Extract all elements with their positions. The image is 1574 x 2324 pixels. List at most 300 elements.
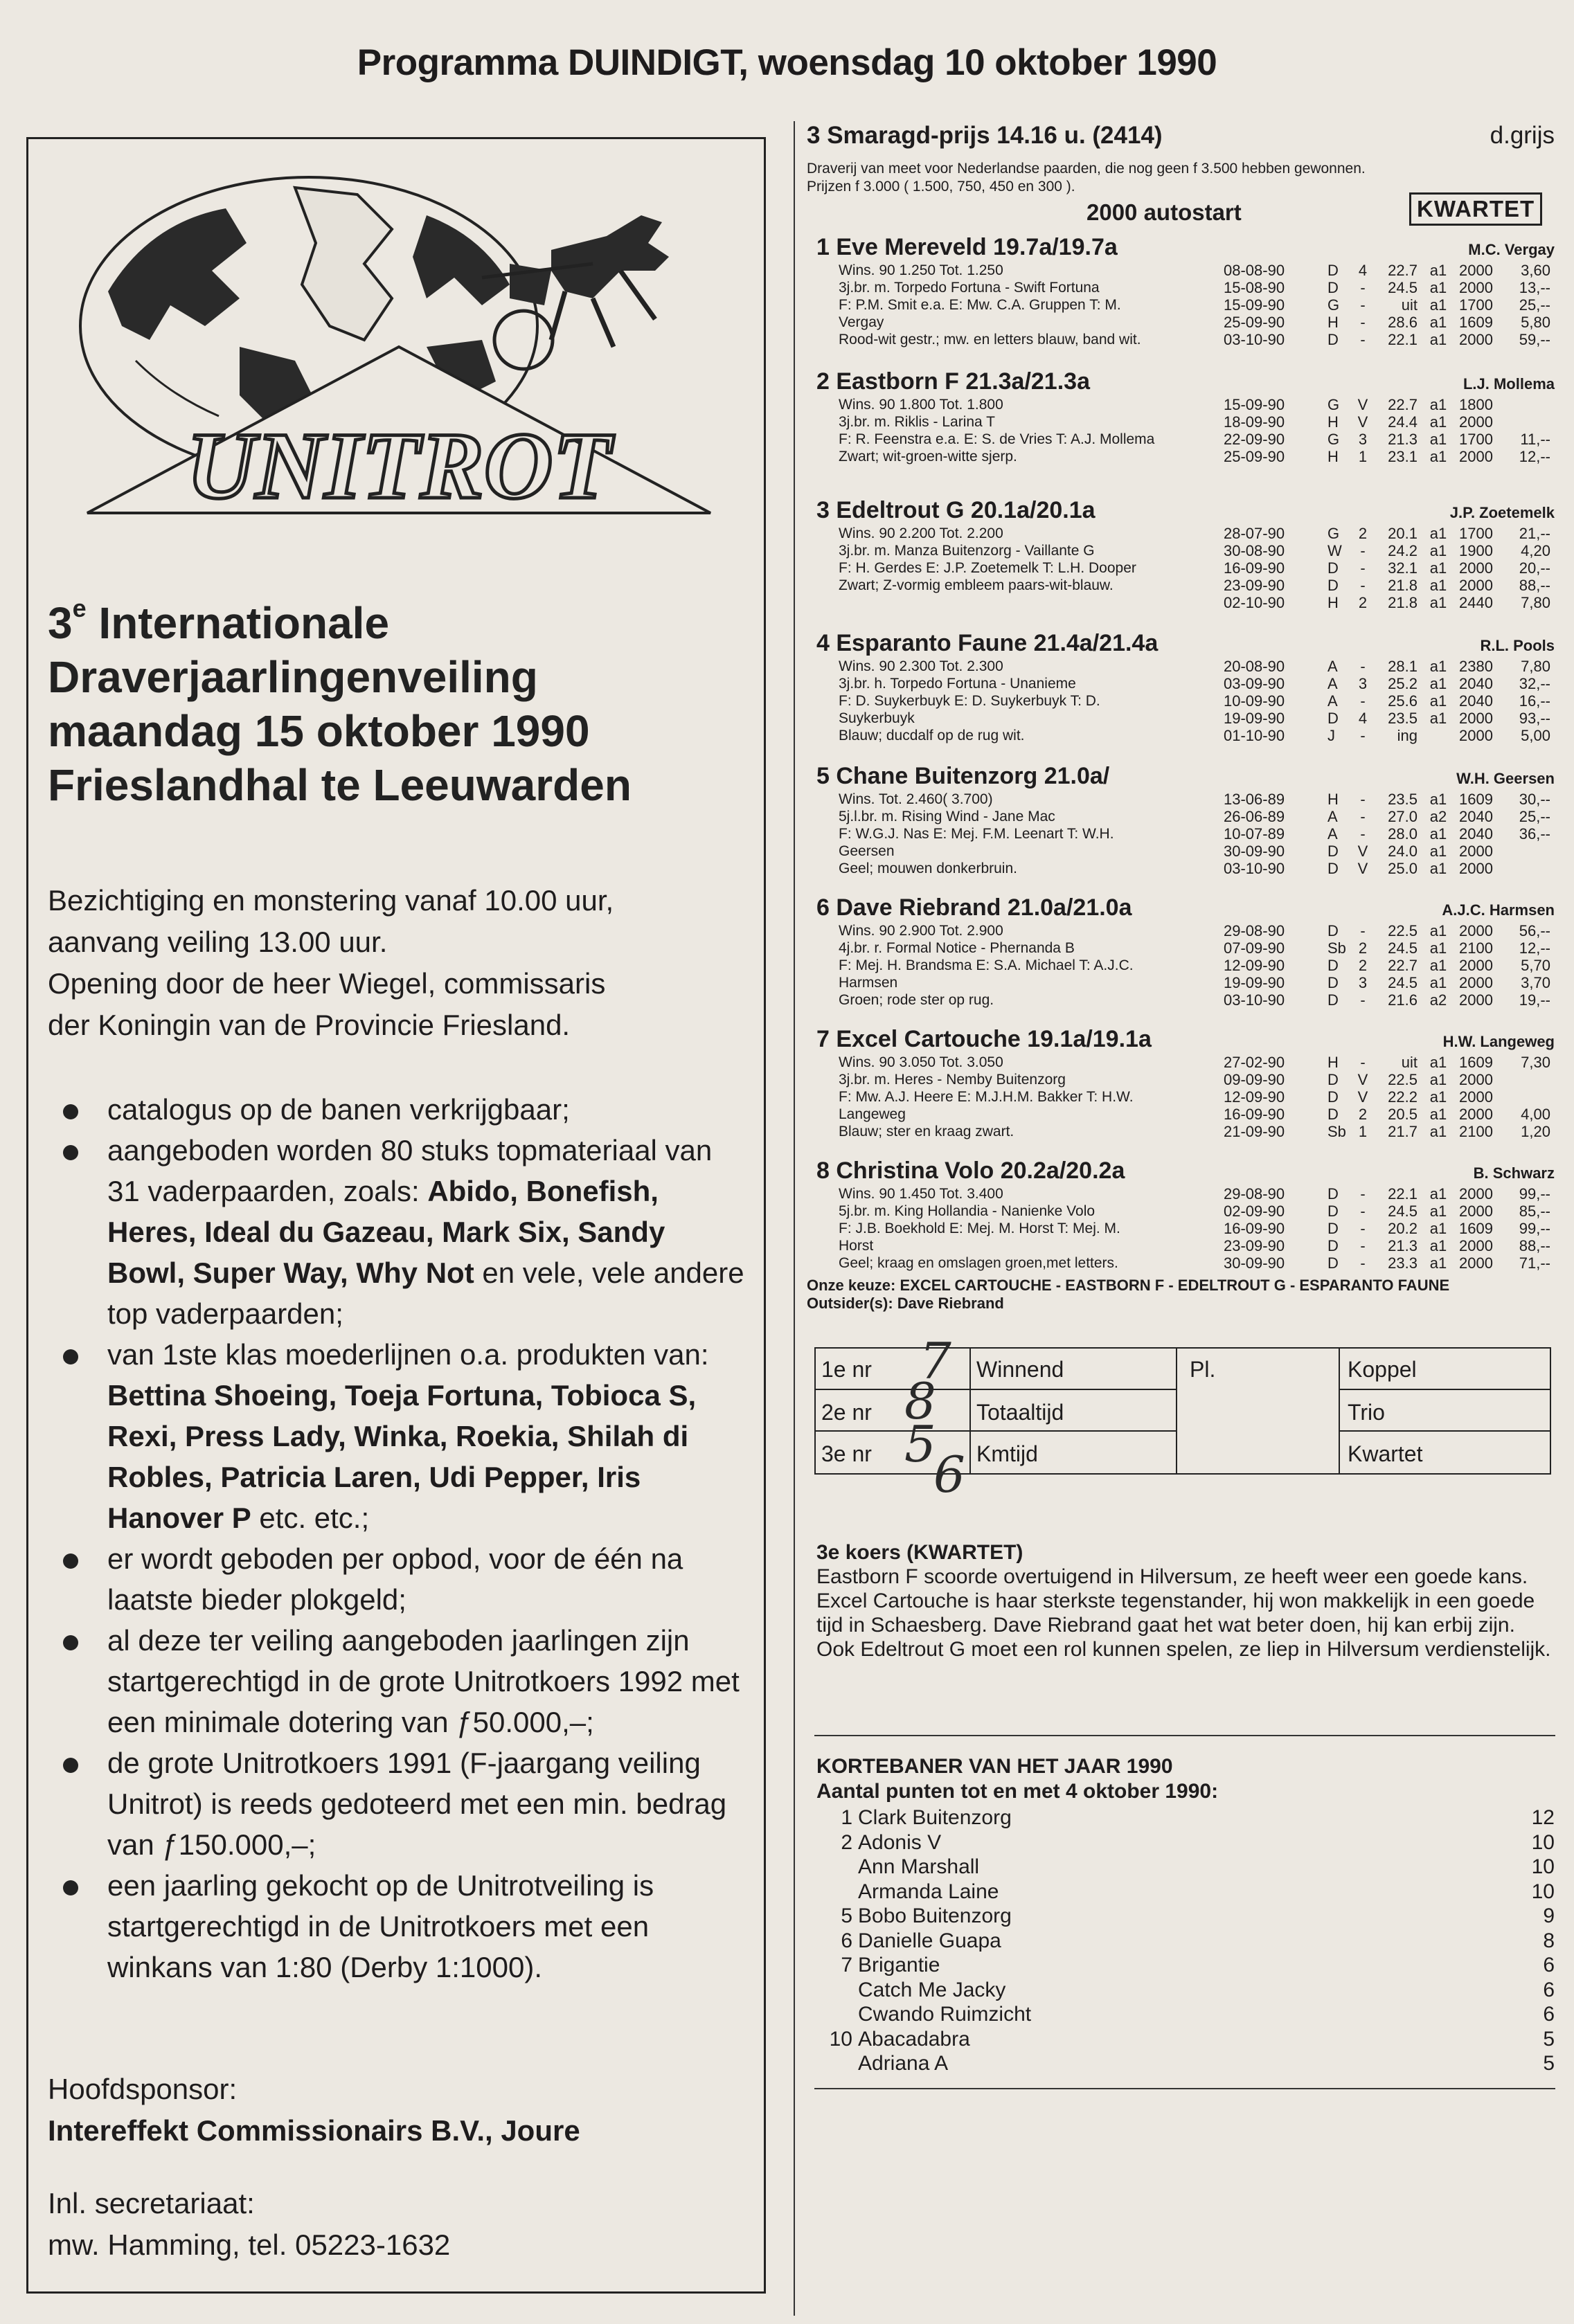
list-item <box>816 2027 1555 2052</box>
table-cell: uit <box>1401 296 1418 314</box>
table-cell: a1 <box>1429 296 1447 314</box>
horse-info-line: Vergay <box>839 314 884 330</box>
handwritten-second: 8 <box>904 1372 936 1430</box>
table-cell: 19-09-90 <box>1224 710 1285 727</box>
table-cell: 2 <box>1358 525 1368 542</box>
list-item <box>816 1805 1555 1830</box>
table-cell: 2000 <box>1459 860 1493 877</box>
table-cell: 20.1 <box>1388 525 1418 542</box>
table-row <box>1224 1054 1550 1071</box>
table-cell: D <box>1327 1254 1339 1272</box>
table-cell: - <box>1360 808 1366 825</box>
horse-info <box>839 922 1226 1009</box>
list-item <box>816 1929 1555 1954</box>
table-cell: - <box>1360 559 1366 577</box>
table-cell <box>1510 396 1550 413</box>
koppel-label: Koppel <box>1348 1357 1417 1382</box>
table-cell: 30-09-90 <box>1224 843 1285 860</box>
table-cell: a1 <box>1429 825 1447 843</box>
horse-driver: A.J.C. Harmsen <box>1442 901 1555 919</box>
table-cell: 10-07-89 <box>1224 825 1285 843</box>
table-cell: 1609 <box>1459 1220 1493 1237</box>
table-cell: V <box>1357 1071 1368 1088</box>
horse-name: 2 Eastborn F 21.3a/21.3a <box>816 368 1090 395</box>
horse-name: 1 Eve Mereveld 19.7a/19.7a <box>816 234 1118 260</box>
table-cell: 32.1 <box>1388 559 1418 577</box>
table-row <box>1224 991 1550 1009</box>
table-cell: 03-10-90 <box>1224 331 1285 348</box>
table-cell: D <box>1327 1071 1339 1088</box>
table-cell: H <box>1327 413 1339 431</box>
horse-name: Danielle Guapa <box>858 1929 1001 1952</box>
table-cell: 20,-- <box>1519 559 1550 577</box>
table-cell: 08-08-90 <box>1224 262 1285 279</box>
table-row <box>1224 692 1550 710</box>
table-cell: a2 <box>1429 991 1447 1009</box>
table-cell: - <box>1360 991 1366 1009</box>
table-row <box>1224 922 1550 939</box>
table-cell: a1 <box>1429 1123 1447 1140</box>
horse-info <box>839 1054 1226 1140</box>
table-cell: 22.7 <box>1388 396 1418 413</box>
trio-label: Trio <box>1348 1400 1385 1425</box>
table-cell: 22.1 <box>1388 1185 1418 1202</box>
table-cell: H <box>1327 791 1339 808</box>
horse-info-line: Suykerbuyk <box>839 710 915 726</box>
table-row <box>1224 843 1550 860</box>
table-row <box>1224 594 1550 611</box>
table-cell: 1 <box>1358 448 1368 465</box>
table-cell: a1 <box>1429 1054 1447 1071</box>
column-divider <box>794 121 795 2316</box>
totaaltijd-label: Totaaltijd <box>976 1400 1064 1425</box>
table-cell: 12,-- <box>1519 939 1550 957</box>
table-row <box>1224 1123 1550 1140</box>
kwartet-badge: KWARTET <box>1409 192 1542 226</box>
horse-name: Abacadabra <box>858 2027 970 2051</box>
table-cell: 19-09-90 <box>1224 974 1285 991</box>
table-cell: 02-09-90 <box>1224 1202 1285 1220</box>
table-cell: 99,-- <box>1519 1220 1550 1237</box>
table-cell: D <box>1327 1220 1339 1237</box>
table-cell: 2000 <box>1459 1106 1493 1123</box>
table-cell: 3,70 <box>1521 974 1550 991</box>
auction-heading: 3e Internationale Draverjaarlingenveiling maandag 15 oktober 1990 Frieslandhal te Leeuwarden <box>48 594 632 810</box>
list-item <box>816 1880 1555 1904</box>
table-cell: D <box>1327 1088 1339 1106</box>
table-cell <box>1418 727 1459 744</box>
horse-info-line: F: J.B. Boekhold E: Mej. M. Horst T: Mej. M. <box>839 1220 1120 1236</box>
points: 5 <box>1543 2052 1555 2075</box>
race-comment: Eastborn F scoorde overtuigend in Hilversum, ze heeft weer een goede kans. Excel Cartouche is haar sterkste tegenstander, hij won makkelijk in een goede tijd in Schaesberg. Dave Riebrand gaat het wat beter doen, hij kan erbij zijn. Ook Edeltrout G moet een rol kunnen spelen, ze liep in Hilversum verdienstelijk. <box>816 1565 1551 1661</box>
table-cell: 02-10-90 <box>1224 594 1285 611</box>
table-cell: V <box>1357 860 1368 877</box>
points: 6 <box>1543 1978 1555 2001</box>
standing-rank: 7 <box>841 1954 852 1976</box>
table-cell: 1609 <box>1459 1054 1493 1071</box>
table-row <box>1224 1237 1550 1254</box>
table-cell: 1700 <box>1459 431 1493 448</box>
table-row <box>1224 1106 1550 1123</box>
table-cell: a1 <box>1429 860 1447 877</box>
table-cell <box>1510 843 1550 860</box>
table-cell: 2 <box>1358 957 1368 974</box>
list-item <box>816 2002 1555 2027</box>
handwritten-fourth: 6 <box>933 1445 965 1504</box>
horse-info-line: 4j.br. r. Formal Notice - Phernanda B <box>839 940 1075 956</box>
table-cell: 5,70 <box>1521 957 1550 974</box>
table-cell: A <box>1327 692 1338 710</box>
table-cell: - <box>1360 727 1366 744</box>
kmtijd-label: Kmtijd <box>976 1441 1038 1466</box>
table-cell: 21.3 <box>1388 1237 1418 1254</box>
standing-rank: 1 <box>841 1806 852 1829</box>
table-cell: 15-08-90 <box>1224 279 1285 296</box>
list-item: er wordt geboden per opbod, voor de één na laatste bieder plokgeld; <box>62 1538 747 1620</box>
table-row <box>1224 957 1550 974</box>
table-cell: A <box>1327 825 1338 843</box>
table-cell: 21.8 <box>1388 577 1418 594</box>
horse-name: Catch Me Jacky <box>858 1978 1006 2001</box>
table-row <box>1224 1185 1550 1202</box>
table-cell: - <box>1360 577 1366 594</box>
horse-info-line: 5j.br. m. King Hollandia - Nanienke Volo <box>839 1203 1095 1219</box>
table-cell: G <box>1327 396 1340 413</box>
table-cell: D <box>1327 331 1339 348</box>
horse-info-line: 5j.l.br. m. Rising Wind - Jane Mac <box>839 809 1055 825</box>
table-cell: 5,00 <box>1521 727 1550 744</box>
horse-info <box>839 525 1226 594</box>
table-cell: 2000 <box>1459 1185 1493 1202</box>
list-item <box>816 1978 1555 2003</box>
table-cell: 2000 <box>1459 262 1493 279</box>
recent-runs-table <box>1224 658 1550 744</box>
table-cell: D <box>1327 1185 1339 1202</box>
table-cell: 15-09-90 <box>1224 396 1285 413</box>
standing-rank: 2 <box>841 1830 852 1854</box>
horse-info-line: Groen; rode ster op rug. <box>839 992 994 1008</box>
table-cell: a1 <box>1429 559 1447 577</box>
table-cell: a1 <box>1429 1254 1447 1272</box>
table-cell: - <box>1360 314 1366 331</box>
horse-info-line: F: D. Suykerbuyk E: D. Suykerbuyk T: D. <box>839 693 1100 709</box>
recent-runs-table <box>1224 1054 1550 1140</box>
horse-info-line: Rood-wit gestr.; mw. en letters blauw, band wit. <box>839 332 1141 348</box>
table-cell: a1 <box>1429 675 1447 692</box>
horse-driver: J.P. Zoetemelk <box>1449 504 1555 521</box>
table-cell: 24.5 <box>1388 1202 1418 1220</box>
table-cell: - <box>1360 331 1366 348</box>
handwritten-first: 7 <box>920 1332 951 1390</box>
table-cell: 2000 <box>1459 957 1493 974</box>
table-cell: 03-10-90 <box>1224 991 1285 1009</box>
table-cell: 24.5 <box>1388 939 1418 957</box>
horse-info-line: Zwart; wit-groen-witte sjerp. <box>839 449 1017 465</box>
horse-info-line: Wins. Tot. 2.460( 3.700) <box>839 791 993 807</box>
table-cell: - <box>1360 1185 1366 1202</box>
table-row <box>1224 939 1550 957</box>
kortebaner-title: KORTEBANER VAN HET JAAR 1990 Aantal punten tot en met 4 oktober 1990: <box>816 1755 1219 1803</box>
list-item: van 1ste klas moederlijnen o.a. produkten van: Bettina Shoeing, Toeja Fortuna, Tobioca S, Rexi, Press Lady, Winka, Roekia, Shilah di Robles, Patricia Laren, Udi Pepper, Iris Hanover P etc. etc.; <box>62 1334 747 1538</box>
table-cell: 22.5 <box>1388 922 1418 939</box>
table-cell: a1 <box>1429 314 1447 331</box>
table-cell: 23.5 <box>1388 791 1418 808</box>
table-cell: 2000 <box>1459 1088 1493 1106</box>
table-cell: 24.2 <box>1388 542 1418 559</box>
table-cell: uit <box>1401 1054 1418 1071</box>
recent-runs-table <box>1224 396 1550 465</box>
table-cell: H <box>1327 314 1339 331</box>
auction-bullets <box>62 1089 747 1988</box>
table-cell: - <box>1360 825 1366 843</box>
table-cell: - <box>1360 296 1366 314</box>
table-cell: 22.5 <box>1388 1071 1418 1088</box>
table-cell: 21.6 <box>1388 991 1418 1009</box>
table-cell: 30-08-90 <box>1224 542 1285 559</box>
table-cell: 29-08-90 <box>1224 922 1285 939</box>
table-cell: A <box>1327 808 1338 825</box>
table-cell: 2000 <box>1459 1254 1493 1272</box>
table-cell: 1,20 <box>1521 1123 1550 1140</box>
table-cell: 23.1 <box>1388 448 1418 465</box>
table-row <box>1224 825 1550 843</box>
table-row <box>1224 413 1550 431</box>
tip-form <box>814 1332 1551 1504</box>
table-cell: D <box>1327 957 1339 974</box>
table-cell: 7,80 <box>1521 594 1550 611</box>
table-cell: 2000 <box>1459 559 1493 577</box>
standing-rank: 5 <box>841 1904 852 1927</box>
table-cell: G <box>1327 296 1340 314</box>
table-cell: - <box>1360 542 1366 559</box>
table-cell <box>1510 1088 1550 1106</box>
table-row <box>1224 1088 1550 1106</box>
table-cell: 2000 <box>1459 1202 1493 1220</box>
table-cell: 2000 <box>1459 1071 1493 1088</box>
table-cell: 3,60 <box>1521 262 1550 279</box>
table-cell: - <box>1360 1237 1366 1254</box>
table-cell: 25-09-90 <box>1224 314 1285 331</box>
horse-info <box>839 658 1226 744</box>
winnend-label: Winnend <box>976 1357 1064 1382</box>
horse-info-line: Geel; mouwen donkerbruin. <box>839 861 1017 876</box>
horse-info-line: Geel; kraag en omslagen groen,met letters. <box>839 1255 1118 1271</box>
unitrot-advertisement <box>26 137 766 2294</box>
table-cell: V <box>1357 413 1368 431</box>
horse-name: Cwando Ruimzicht <box>858 2003 1032 2026</box>
table-cell: 2000 <box>1459 279 1493 296</box>
table-row <box>1224 396 1550 413</box>
table-cell: 23.3 <box>1388 1254 1418 1272</box>
horse-driver: B. Schwarz <box>1473 1164 1555 1182</box>
table-cell: 16-09-90 <box>1224 1106 1285 1123</box>
table-cell: 2 <box>1358 594 1368 611</box>
table-cell: - <box>1360 1254 1366 1272</box>
table-row <box>1224 808 1550 825</box>
table-cell: a1 <box>1429 1185 1447 1202</box>
table-cell: - <box>1360 922 1366 939</box>
table-cell: 1800 <box>1459 396 1493 413</box>
table-cell: D <box>1327 922 1339 939</box>
auction-intro: Bezichtiging en monstering vanaf 10.00 uur, aanvang veiling 13.00 uur. Opening door de heer Wiegel, commissaris der Koningin van de Provincie Friesland. <box>48 884 614 1041</box>
table-cell: 2000 <box>1459 843 1493 860</box>
table-cell: a1 <box>1429 525 1447 542</box>
horse-name: Brigantie <box>858 1954 940 1976</box>
table-cell: a1 <box>1429 1071 1447 1088</box>
points: 6 <box>1543 1954 1555 1976</box>
table-row <box>1224 448 1550 465</box>
horse-driver: W.H. Geersen <box>1456 770 1555 787</box>
table-cell: 09-09-90 <box>1224 1071 1285 1088</box>
table-cell: 22.1 <box>1388 331 1418 348</box>
table-cell: V <box>1357 1088 1368 1106</box>
table-cell: ing <box>1397 727 1418 744</box>
horse-name: Armanda Laine <box>858 1880 999 1903</box>
table-cell: 28.6 <box>1388 314 1418 331</box>
table-cell: 12-09-90 <box>1224 1088 1285 1106</box>
table-cell: 25.2 <box>1388 675 1418 692</box>
list-item <box>816 1904 1555 1929</box>
table-cell: 21,-- <box>1519 525 1550 542</box>
table-cell: 88,-- <box>1519 1237 1550 1254</box>
table-row <box>1224 331 1550 348</box>
table-cell: G <box>1327 431 1340 448</box>
table-cell: 2000 <box>1459 448 1493 465</box>
horse-name: 3 Edeltrout G 20.1a/20.1a <box>816 497 1095 523</box>
second-place-label: 2e nr <box>821 1400 872 1425</box>
list-item: een jaarling gekocht op de Unitrotveiling is startgerechtigd in de Unitrotkoers met een winkans van 1:80 (Derby 1:1000). <box>62 1865 747 1988</box>
horse-name: 5 Chane Buitenzorg 21.0a/ <box>816 763 1110 789</box>
horse-info-line: 3j.br. m. Riklis - Larina T <box>839 414 996 430</box>
kortebaner-standings <box>816 1805 1555 2076</box>
table-cell: 24.0 <box>1388 843 1418 860</box>
table-cell: 2000 <box>1459 331 1493 348</box>
table-cell: 3 <box>1358 974 1368 991</box>
table-cell: 2040 <box>1459 675 1493 692</box>
race-conditions: Draverij van meet voor Nederlandse paarden, die nog geen f 3.500 hebben gewonnen. Prijzen f 3.000 ( 1.500, 750, 450 en 300 ). <box>807 161 1366 195</box>
list-item: al deze ter veiling aangeboden jaarlingen zijn startgerechtigd in de grote Unitrotkoers 1992 met een minimale dotering van ƒ50.000,–; <box>62 1620 747 1742</box>
table-cell: D <box>1327 991 1339 1009</box>
third-place-label: 3e nr <box>821 1441 872 1466</box>
comment-title: 3e koers (KWARTET) <box>816 1541 1023 1564</box>
table-row <box>1224 791 1550 808</box>
horse-driver: M.C. Vergay <box>1468 241 1555 258</box>
table-cell: 24.5 <box>1388 279 1418 296</box>
table-cell: a1 <box>1429 791 1447 808</box>
table-cell: 59,-- <box>1519 331 1550 348</box>
table-cell: 20.2 <box>1388 1220 1418 1237</box>
table-cell: a1 <box>1429 279 1447 296</box>
table-cell: 1900 <box>1459 542 1493 559</box>
table-cell: 2 <box>1358 939 1368 957</box>
table-cell: 25,-- <box>1519 296 1550 314</box>
recent-runs-table <box>1224 1185 1550 1272</box>
table-cell: a1 <box>1429 594 1447 611</box>
table-row <box>1224 296 1550 314</box>
table-cell: 2000 <box>1459 577 1493 594</box>
recent-runs-table <box>1224 791 1550 877</box>
kwartet-label: Kwartet <box>1348 1441 1423 1466</box>
table-cell: 2 <box>1358 1106 1368 1123</box>
list-item: aangeboden worden 80 stuks topmateriaal van 31 vaderpaarden, zoals: Abido, Bonefish, Heres, Ideal du Gazeau, Mark Six, Sandy Bowl, Super Way, Why Not en vele, vele andere top vaderpaarden; <box>62 1130 747 1334</box>
table-cell: a1 <box>1429 413 1447 431</box>
table-cell: D <box>1327 860 1339 877</box>
table-row <box>1224 262 1550 279</box>
horse-info-line: Blauw; ducdalf op de rug wit. <box>839 728 1025 744</box>
horse-info-line: F: H. Gerdes E: J.P. Zoetemelk T: L.H. Dooper <box>839 560 1136 576</box>
table-cell: 2000 <box>1459 922 1493 939</box>
horse-name: 7 Excel Cartouche 19.1a/19.1a <box>816 1026 1152 1052</box>
table-cell: D <box>1327 974 1339 991</box>
table-cell: 2000 <box>1459 413 1493 431</box>
table-cell: 99,-- <box>1519 1185 1550 1202</box>
table-cell: 25,-- <box>1519 808 1550 825</box>
table-cell: a1 <box>1429 692 1447 710</box>
table-cell: - <box>1360 692 1366 710</box>
points: 10 <box>1531 1880 1555 1903</box>
horse-info-line: Wins. 90 1.450 Tot. 3.400 <box>839 1186 1003 1202</box>
table-cell: a1 <box>1429 922 1447 939</box>
table-cell: D <box>1327 559 1339 577</box>
table-cell: a1 <box>1429 1220 1447 1237</box>
table-row <box>1224 542 1550 559</box>
points: 6 <box>1543 2003 1555 2026</box>
table-cell: 03-09-90 <box>1224 675 1285 692</box>
table-cell: 22.2 <box>1388 1088 1418 1106</box>
table-cell: 16-09-90 <box>1224 559 1285 577</box>
table-cell: 29-08-90 <box>1224 1185 1285 1202</box>
table-cell: 20.5 <box>1388 1106 1418 1123</box>
race-start-type: 2000 autostart <box>1086 199 1242 225</box>
table-cell: 13-06-89 <box>1224 791 1285 808</box>
horse-name: Clark Buitenzorg <box>858 1806 1012 1829</box>
table-cell: 56,-- <box>1519 922 1550 939</box>
table-cell: 93,-- <box>1519 710 1550 727</box>
horse-driver: L.J. Mollema <box>1463 375 1555 393</box>
table-cell: 30,-- <box>1519 791 1550 808</box>
table-cell: 07-09-90 <box>1224 939 1285 957</box>
table-cell: 4 <box>1358 710 1368 727</box>
horse-name: Adriana A <box>858 2052 949 2075</box>
horse-info-line: Wins. 90 3.050 Tot. 3.050 <box>839 1054 1003 1070</box>
table-row <box>1224 577 1550 594</box>
table-cell: H <box>1327 448 1339 465</box>
table-cell: H <box>1327 1054 1339 1071</box>
table-cell: 1700 <box>1459 525 1493 542</box>
table-row <box>1224 279 1550 296</box>
main-sponsor: Hoofdsponsor: Intereffekt Commissionairs B.V., Joure <box>48 2073 580 2147</box>
horse-info-line: Geersen <box>839 843 895 859</box>
table-cell: 2000 <box>1459 974 1493 991</box>
recent-runs-table <box>1224 525 1550 611</box>
horse-info-line: Wins. 90 2.300 Tot. 2.300 <box>839 658 1003 674</box>
recent-runs-table <box>1224 262 1550 348</box>
table-row <box>1224 675 1550 692</box>
horse-info-line: F: W.G.J. Nas E: Mej. F.M. Leenart T: W.H. <box>839 826 1114 842</box>
table-row <box>1224 1220 1550 1237</box>
table-cell: a2 <box>1429 808 1447 825</box>
horse-info <box>839 396 1226 465</box>
table-cell: - <box>1360 1054 1366 1071</box>
table-cell: 11,-- <box>1520 431 1550 448</box>
table-cell: 4,20 <box>1521 542 1550 559</box>
table-cell: 3 <box>1358 675 1368 692</box>
table-cell: 7,30 <box>1521 1054 1550 1071</box>
table-cell: 85,-- <box>1519 1202 1550 1220</box>
table-cell: 25-09-90 <box>1224 448 1285 465</box>
unitrot-logo <box>66 167 731 527</box>
standing-rank: 6 <box>841 1929 852 1952</box>
